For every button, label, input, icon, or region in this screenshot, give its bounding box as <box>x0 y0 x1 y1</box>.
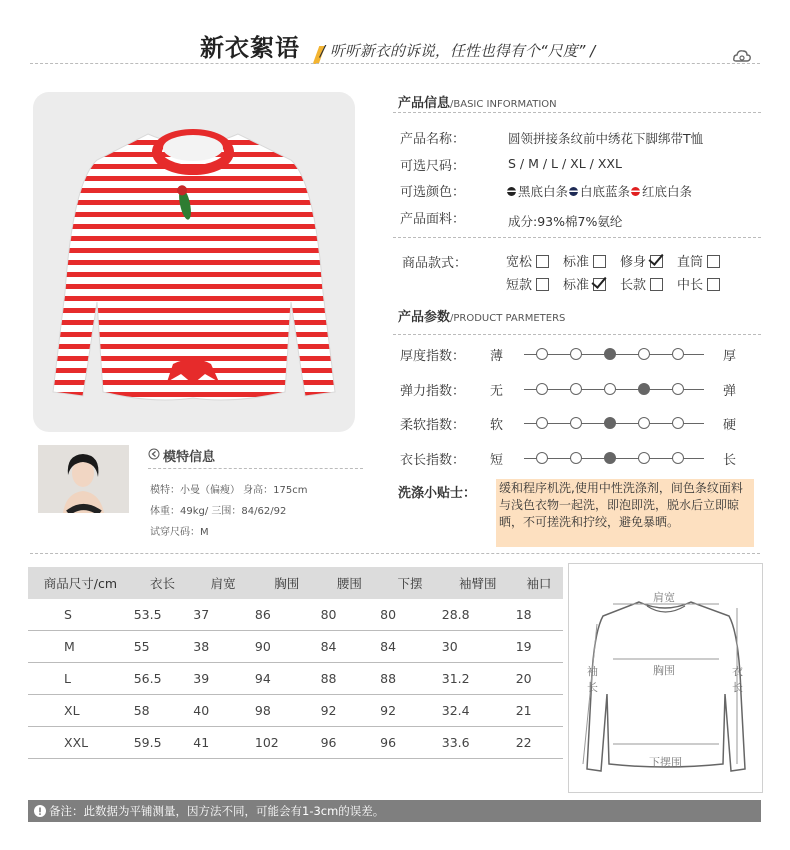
parameter-dot <box>536 452 548 464</box>
color-options-label: 可选颜色： <box>400 185 466 200</box>
table-cell: 80 <box>379 599 441 631</box>
style-row-2 <box>506 274 720 293</box>
checkbox-icon <box>707 255 720 268</box>
style-option-label: 宽松 <box>506 255 533 270</box>
size-table-header-cell: 胸围 <box>254 567 320 599</box>
parameter-label: 衣长指数： <box>400 452 466 468</box>
table-cell: 20 <box>515 663 563 695</box>
parameters-title-en: /PRODUCT PARMETERS <box>450 313 566 324</box>
parameter-dot <box>672 452 684 464</box>
fabric-label: 产品面料： <box>400 212 466 227</box>
section-divider <box>30 553 760 554</box>
checked-checkbox-icon <box>650 255 663 268</box>
table-cell: 41 <box>192 727 254 759</box>
parameter-low-label: 短 <box>490 452 504 468</box>
style-option-label: 长款 <box>620 278 647 293</box>
size-table-header-cell: 袖臂围 <box>441 567 515 599</box>
table-cell: 80 <box>320 599 380 631</box>
size-table-header-cell: 商品尺寸/cm <box>28 567 133 599</box>
parameter-selected-dot <box>604 348 616 360</box>
table-cell: 55 <box>133 631 193 663</box>
parameter-dot <box>672 383 684 395</box>
style-option <box>506 278 549 293</box>
table-cell: 30 <box>441 631 515 663</box>
parameter-label: 柔软指数： <box>400 418 466 433</box>
product-name-value: 圆领拼接条纹前中绣花下脚绑带T恤 <box>508 131 704 146</box>
fabric-divider <box>393 237 761 238</box>
model-photo <box>38 445 129 513</box>
model-info-heading: 模特信息 <box>163 450 216 465</box>
note-text: 备注：此数据为平铺测量，因方法不同，可能会有1-3cm的误差。 <box>49 804 385 818</box>
parameters-heading <box>398 306 565 325</box>
parameter-dot <box>672 348 684 360</box>
parameter-high-label: 厚 <box>723 349 737 364</box>
table-cell: 86 <box>254 599 320 631</box>
diagram-length-label: 衣长 <box>732 665 743 694</box>
table-cell: XXL <box>28 727 133 759</box>
basic-info-divider <box>393 112 761 113</box>
product-image <box>33 92 355 432</box>
header-divider <box>30 63 760 64</box>
model-stats-line-1: 模特：小曼（偏瘦） 身高：175cm <box>150 485 308 496</box>
parameter-dot <box>672 417 684 429</box>
checkbox-icon <box>593 255 606 268</box>
parameter-high-label: 长 <box>723 452 737 468</box>
size-table-header-cell: 腰围 <box>320 567 380 599</box>
parameter-dot <box>604 383 616 395</box>
size-table <box>28 567 563 759</box>
table-cell: 37 <box>192 599 254 631</box>
parameter-dot <box>638 348 650 360</box>
table-cell: 88 <box>320 663 380 695</box>
parameter-low-label: 无 <box>490 383 504 399</box>
measurement-diagram <box>568 563 763 793</box>
wash-tips-text: 缓和程序机洗,使用中性洗涤剂，间色条纹面料与浅色衣物一起洗，即泡即洗，脱水后立即晾晒，不可搓洗和拧绞，避免暴晒。 <box>496 479 754 547</box>
table-cell: 102 <box>254 727 320 759</box>
table-cell: 98 <box>254 695 320 727</box>
fabric-value: 成分:93%棉7%氨纶 <box>508 214 623 229</box>
color-swatch-icon <box>507 187 516 196</box>
size-options-label: 可选尺码： <box>400 159 466 174</box>
model-divider <box>148 468 363 469</box>
parameter-dot <box>536 417 548 429</box>
parameter-selected-dot <box>604 417 616 429</box>
table-cell: 56.5 <box>133 663 193 695</box>
style-option <box>620 255 663 270</box>
parameter-dot <box>570 348 582 360</box>
info-icon <box>34 805 46 817</box>
style-row-1 <box>506 251 720 270</box>
color-swatch-icon <box>631 187 640 196</box>
style-option <box>506 255 549 270</box>
striped-tshirt-illustration <box>33 92 355 432</box>
diagram-hem-label: 下摆围 <box>649 756 682 769</box>
table-cell: S <box>28 599 133 631</box>
table-cell: 22 <box>515 727 563 759</box>
table-cell: 19 <box>515 631 563 663</box>
checkbox-icon <box>536 255 549 268</box>
parameter-selected-dot <box>638 383 650 395</box>
table-cell: 38 <box>192 631 254 663</box>
table-cell: L <box>28 663 133 695</box>
style-option-label: 标准 <box>563 255 590 270</box>
parameter-dot <box>536 348 548 360</box>
color-option: 黑底白条 <box>518 184 569 199</box>
style-option <box>677 255 720 270</box>
table-cell: 21 <box>515 695 563 727</box>
diagram-shoulder-label: 肩宽 <box>653 591 675 604</box>
basic-info-title-en: /BASIC INFORMATION <box>450 99 557 110</box>
basic-info-heading <box>398 92 557 111</box>
table-cell: 39 <box>192 663 254 695</box>
parameter-dot <box>536 383 548 395</box>
table-cell: 90 <box>254 631 320 663</box>
table-cell: 84 <box>320 631 380 663</box>
parameter-low-label: 薄 <box>490 349 504 364</box>
size-table-header-cell: 肩宽 <box>192 567 254 599</box>
parameters-divider <box>393 334 761 335</box>
checkbox-icon <box>536 278 549 291</box>
table-cell: 33.6 <box>441 727 515 759</box>
brand-logo-icon <box>733 49 751 63</box>
parameter-selected-dot <box>604 452 616 464</box>
parameter-dot <box>638 452 650 464</box>
table-cell: 84 <box>379 631 441 663</box>
table-cell: 32.4 <box>441 695 515 727</box>
basic-info-title: 产品信息 <box>398 96 451 111</box>
table-row <box>28 727 563 759</box>
table-cell: 92 <box>320 695 380 727</box>
table-cell: 94 <box>254 663 320 695</box>
parameter-low-label: 软 <box>490 418 504 433</box>
color-option: 红底白条 <box>642 184 693 199</box>
table-row <box>28 695 563 727</box>
page-title: 新衣絮语 <box>200 34 300 62</box>
model-stats-line-3: 试穿尺码：M <box>150 527 209 538</box>
table-row <box>28 599 563 631</box>
table-row <box>28 663 563 695</box>
style-option <box>677 278 720 293</box>
table-cell: 96 <box>320 727 380 759</box>
size-options-value: S / M / L / XL / XXL <box>508 156 622 171</box>
parameter-label: 弹力指数： <box>400 383 466 399</box>
size-table-header <box>28 567 563 599</box>
table-cell: XL <box>28 695 133 727</box>
color-options-list <box>506 182 692 200</box>
parameter-dot <box>638 417 650 429</box>
style-label: 商品款式： <box>402 256 468 271</box>
note-bar <box>28 800 761 822</box>
page-slogan: / 听听新衣的诉说，任性也得有个“尺度” / <box>320 42 596 60</box>
size-table-header-cell: 袖口 <box>515 567 563 599</box>
arrow-left-circle-icon <box>148 448 160 460</box>
wash-tips-label: 洗涤小贴士： <box>398 486 477 501</box>
checkbox-icon <box>707 278 720 291</box>
table-cell: 88 <box>379 663 441 695</box>
parameter-high-label: 弹 <box>723 383 737 399</box>
style-option-label: 标准 <box>563 278 590 293</box>
size-table-header-cell: 下摆 <box>379 567 441 599</box>
parameter-dot <box>570 452 582 464</box>
parameter-label: 厚度指数： <box>400 349 466 364</box>
parameter-dot <box>570 417 582 429</box>
table-cell: 92 <box>379 695 441 727</box>
parameters-title: 产品参数 <box>398 310 451 325</box>
style-option <box>563 278 606 293</box>
table-cell: 58 <box>133 695 193 727</box>
table-cell: 18 <box>515 599 563 631</box>
table-cell: 59.5 <box>133 727 193 759</box>
parameter-dot <box>570 383 582 395</box>
diagram-chest-label: 胸围 <box>653 664 675 677</box>
style-option-label: 中长 <box>677 278 704 293</box>
color-swatch-icon <box>569 187 578 196</box>
table-cell: 28.8 <box>441 599 515 631</box>
style-option-label: 短款 <box>506 278 533 293</box>
color-option: 白底蓝条 <box>580 184 631 199</box>
style-option-label: 直筒 <box>677 255 704 270</box>
style-option-label: 修身 <box>620 255 647 270</box>
style-option <box>563 255 606 270</box>
table-cell: 31.2 <box>441 663 515 695</box>
table-row <box>28 631 563 663</box>
table-cell: 40 <box>192 695 254 727</box>
diagram-sleeve-label: 袖长 <box>587 665 598 694</box>
checkbox-icon <box>650 278 663 291</box>
table-cell: 96 <box>379 727 441 759</box>
checked-checkbox-icon <box>593 278 606 291</box>
table-cell: M <box>28 631 133 663</box>
size-table-header-cell: 衣长 <box>133 567 193 599</box>
table-cell: 53.5 <box>133 599 193 631</box>
parameter-high-label: 硬 <box>723 418 737 433</box>
style-option <box>620 278 663 293</box>
model-stats-line-2: 体重：49kg/ 三围：84/62/92 <box>150 506 287 517</box>
product-name-label: 产品名称： <box>400 132 466 147</box>
